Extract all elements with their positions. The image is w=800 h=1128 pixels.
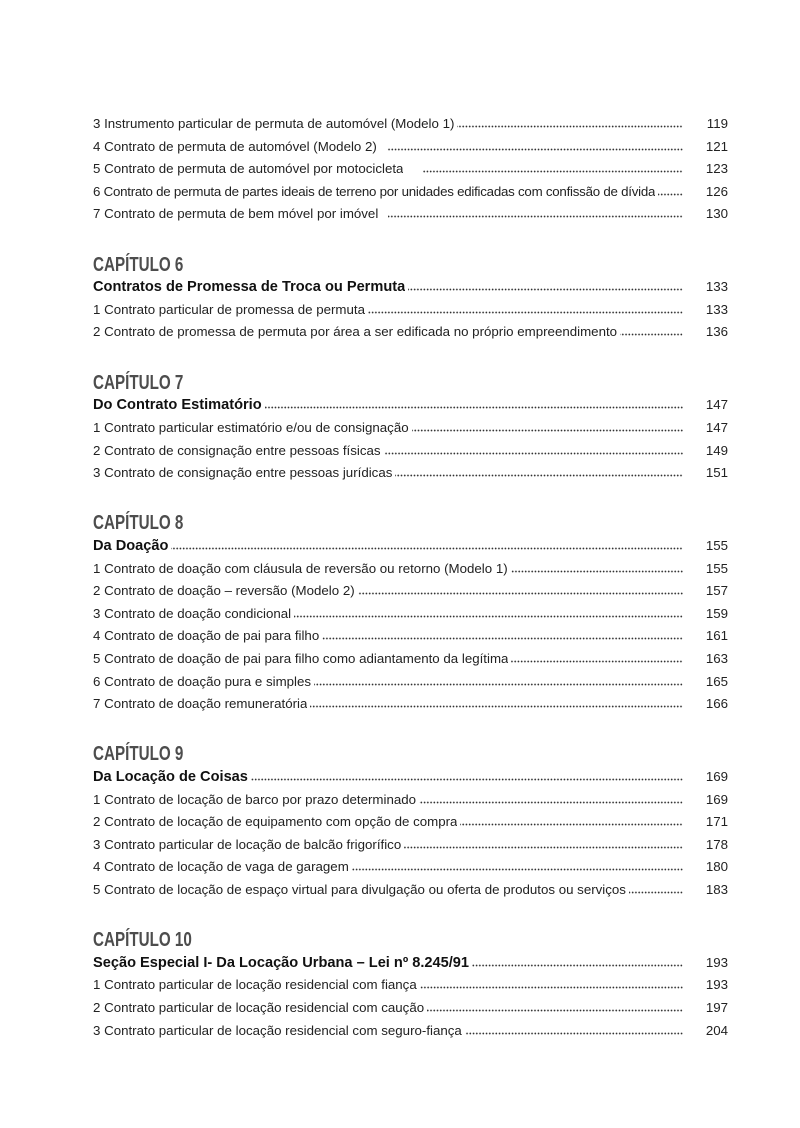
page-number: 169 [705,791,728,807]
dot-leader [387,148,683,151]
dot-leader [384,452,683,455]
toc-entry [93,181,728,204]
entry-label: 4 Contrato de permuta de automóvel (Modelo 2) [93,138,377,154]
chapter-heading [93,929,728,952]
page-number: 165 [705,673,728,689]
chapter-title-entry [93,535,728,558]
entry-label: 6 Contrato de permuta de partes ideais de terreno por unidades edificadas com confissão de dívida [93,183,656,199]
entry-label: 3 Contrato particular de locação residencial com seguro-fiança [93,1022,462,1038]
chapter-title-entry [93,766,728,789]
table-of-contents [93,113,728,1042]
dot-leader [265,406,683,409]
dot-leader [358,592,683,595]
page-number: 155 [705,537,728,553]
page-number: 171 [705,814,728,830]
page-number: 119 [706,116,728,131]
dot-leader [511,660,683,663]
page-number: 159 [705,605,728,621]
page-number: 121 [705,138,728,154]
chapter-heading-text: CAPÍTULO 10 [93,929,192,952]
dot-leader [352,868,683,871]
page-number: 133 [705,279,728,295]
page-number: 183 [705,881,728,897]
page-number: 163 [705,650,728,666]
dot-leader [423,170,683,173]
toc-entry [93,879,728,902]
dot-leader [511,570,683,573]
dot-leader [460,823,683,826]
dot-leader [629,891,683,894]
dot-leader [620,333,683,336]
entry-label: 3 Contrato de consignação entre pessoas jurídicas [93,465,393,481]
toc-entry [93,789,728,812]
dot-leader [395,474,683,477]
chapter-title-entry [93,276,728,299]
chapter-heading [93,372,728,395]
page-number: 147 [705,419,728,435]
toc-entry [93,321,728,344]
dot-leader [171,547,683,550]
entry-label: 7 Contrato de doação remuneratória [93,696,308,712]
page-number: 157 [705,583,728,599]
entry-label: 2 Contrato de consignação entre pessoas físicas [93,442,381,458]
toc-entry [93,558,728,581]
dot-leader [408,288,683,291]
dot-leader [310,705,683,708]
page-number: 126 [705,183,728,199]
entry-label: 5 Contrato de doação de pai para filho como adiantamento da legítima [93,650,509,666]
dot-leader [465,1032,683,1035]
toc-entry [93,974,728,997]
page-number: 178 [705,836,728,852]
chapter-heading-text: CAPÍTULO 7 [93,371,184,394]
page-number: 169 [705,769,728,784]
chapter-heading [93,743,728,766]
page-number: 136 [705,324,728,340]
chapter-title: Da Doação [93,537,169,554]
toc-entry [93,203,728,226]
page-number: 151 [705,465,728,481]
chapter-heading-text: CAPÍTULO 9 [93,743,184,766]
dot-leader [314,683,683,686]
toc-entry [93,834,728,857]
dot-leader [420,986,683,989]
chapter-title: Contratos de Promessa de Troca ou Permuta [93,279,406,296]
dot-leader [472,964,683,967]
page-number: 161 [705,628,728,644]
page-number: 133 [705,301,728,317]
entry-label: 4 Contrato de doação de pai para filho [93,628,320,644]
entry-label: 1 Contrato particular de locação residencial com fiança [93,977,417,993]
entry-label: 6 Contrato de doação pura e simples [93,673,312,689]
entry-label: 1 Contrato de doação com cláusula de reversão ou retorno (Modelo 1) [93,560,508,576]
page-number: 155 [705,560,728,576]
chapter-title-entry [93,394,728,417]
page-number: 166 [705,696,728,712]
toc-entry [93,462,728,485]
toc-entry [93,811,728,834]
toc-entry [93,299,728,322]
dot-leader [457,125,683,128]
dot-leader [388,215,683,218]
page-number: 130 [705,206,728,222]
page-number: 180 [705,859,728,875]
entry-label: 3 Instrumento particular de permuta de automóvel (Modelo 1) [93,116,455,131]
chapter-title: Da Locação de Coisas [93,769,248,785]
entry-label: 1 Contrato particular de promessa de permuta [93,301,365,317]
toc-entry [93,580,728,603]
dot-leader [294,615,683,618]
chapter-title-entry [93,952,728,975]
toc-entry [93,113,728,136]
page-number: 149 [705,442,728,458]
entry-label: 3 Contrato particular de locação de balcão frigorífico [93,836,402,852]
toc-entry [93,417,728,440]
toc-entry [93,648,728,671]
entry-label: 1 Contrato particular estimatório e/ou de consignação [93,419,409,435]
chapter-heading [93,512,728,535]
toc-entry [93,1020,728,1043]
dot-leader [658,193,683,196]
toc-entry [93,856,728,879]
entry-label: 3 Contrato de doação condicional [93,605,292,621]
toc-entry [93,693,728,716]
page-number: 193 [705,954,728,970]
chapter-title: Seção Especial I- Da Locação Urbana – Lei nº 8.245/91 [93,954,470,971]
entry-label: 1 Contrato de locação de barco por prazo determinado [93,791,417,807]
chapter-heading-text: CAPÍTULO 6 [93,253,184,276]
toc-entry [93,671,728,694]
entry-label: 2 Contrato particular de locação residencial com caução [93,1000,425,1016]
dot-leader [251,778,683,781]
chapter-title: Do Contrato Estimatório [93,397,262,414]
page-number: 197 [705,1000,728,1016]
dot-leader [322,637,683,640]
entry-label: 4 Contrato de locação de vaga de garagem [93,859,349,875]
chapter-heading-text: CAPÍTULO 8 [93,512,184,535]
page-number: 123 [705,161,728,177]
entry-label: 2 Contrato de promessa de permuta por área a ser edificada no próprio empreendimento [93,324,618,340]
page-number: 193 [705,977,728,993]
entry-label: 5 Contrato de permuta de automóvel por motocicleta [93,161,404,177]
dot-leader [412,429,683,432]
page-number: 147 [705,397,728,413]
entry-label: 2 Contrato de locação de equipamento com opção de compra [93,814,458,830]
page-number: 204 [705,1022,728,1038]
chapter-heading [93,254,728,277]
toc-entry [93,603,728,626]
entry-label: 2 Contrato de doação – reversão (Modelo 2) [93,583,355,599]
dot-leader [368,311,683,314]
dot-leader [404,846,683,849]
toc-entry [93,625,728,648]
toc-entry [93,997,728,1020]
dot-leader [419,801,683,804]
entry-label: 5 Contrato de locação de espaço virtual para divulgação ou oferta de produtos ou serviços [93,881,626,897]
toc-entry [93,440,728,463]
entry-label: 7 Contrato de permuta de bem móvel por imóvel [93,206,379,222]
dot-leader [427,1009,683,1012]
toc-entry [93,136,728,159]
toc-entry [93,158,728,181]
